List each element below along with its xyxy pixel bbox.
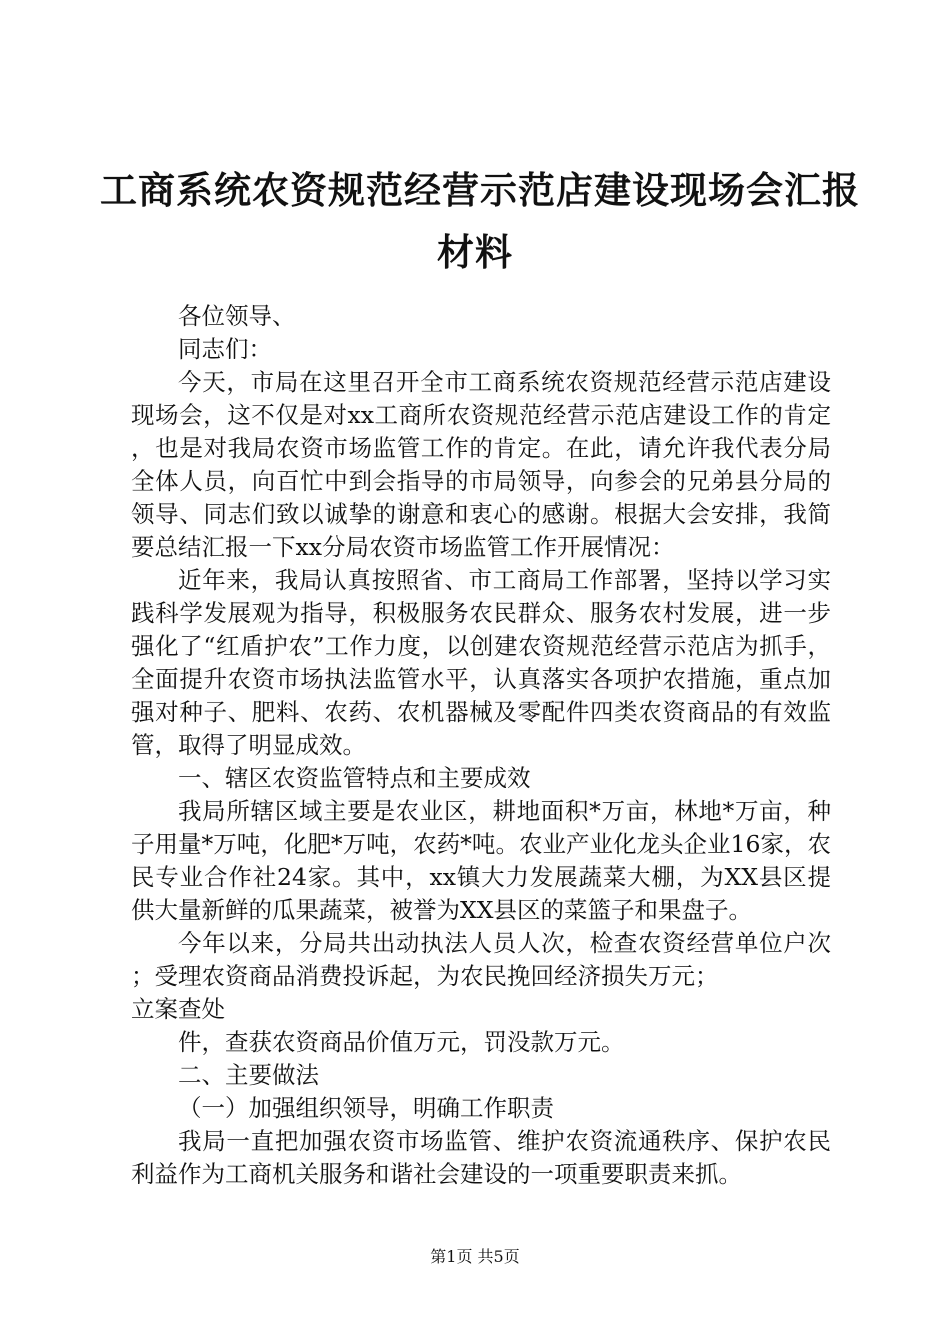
subsection-heading-1: （一）加强组织领导，明确工作职责 — [178, 1094, 554, 1122]
paragraph-case-filing: 立案查处 — [131, 995, 225, 1023]
section-heading-2: 二、主要做法 — [178, 1061, 319, 1089]
paragraph-case-results: 件，查获农资商品价值万元，罚没款万元。 — [178, 1028, 625, 1056]
page-number-footer: 第1页 共5页 — [430, 1247, 520, 1266]
greeting-comrades: 同志们： — [178, 335, 272, 363]
paragraph-enforcement-stats: 今年以来，分局共出动执法人员人次，检查农资经营单位户次；受理农资商品消费投诉起，为农民挽回经济损失万元； — [131, 929, 831, 990]
document-title-line-1: 工商系统农资规范经营示范店建设现场会汇报 — [100, 169, 860, 212]
document-body — [131, 300, 831, 1191]
document-title-line-2: 材料 — [437, 231, 513, 274]
paragraph-organization: 我局一直把加强农资市场监管、维护农资流通秩序、保护农民利益作为工商机关服务和谐社会建设的一项重要职责来抓。 — [131, 1127, 831, 1188]
paragraph-opening: 今天，市局在这里召开全市工商系统农资规范经营示范店建设现场会，这不仅是对xx工商所农资规范经营示范店建设工作的肯定，也是对我局农资市场监管工作的肯定。在此，请允许我代表分局全体人员，向百忙中到会指导的市局领导，向参会的兄弟县分局的领导、同志们致以诚挚的谢意和衷心的感谢。根据大会安排，我简要总结汇报一下xx分局农资市场监管工作开展情况： — [131, 368, 831, 561]
section-heading-1: 一、辖区农资监管特点和主要成效 — [178, 764, 531, 792]
paragraph-district-features: 我局所辖区域主要是农业区，耕地面积*万亩，林地*万亩，种子用量*万吨，化肥*万吨，农药*吨。农业产业化龙头企业16家，农民专业合作社24家。其中，xx镇大力发展蔬菜大棚，为XX县区提供大量新鲜的瓜果蔬菜，被誉为XX县区的菜篮子和果盘子。 — [131, 797, 831, 924]
greeting-leaders: 各位领导、 — [178, 302, 296, 330]
paragraph-overview: 近年来，我局认真按照省、市工商局工作部署，坚持以学习实践科学发展观为指导，积极服务农民群众、服务农村发展，进一步强化了“红盾护农”工作力度，以创建农资规范经营示范店为抓手，全面提升农资市场执法监管水平，认真落实各项护农措施，重点加强对种子、肥料、农药、农机器械及零配件四类农资商品的有效监管，取得了明显成效。 — [131, 566, 831, 759]
